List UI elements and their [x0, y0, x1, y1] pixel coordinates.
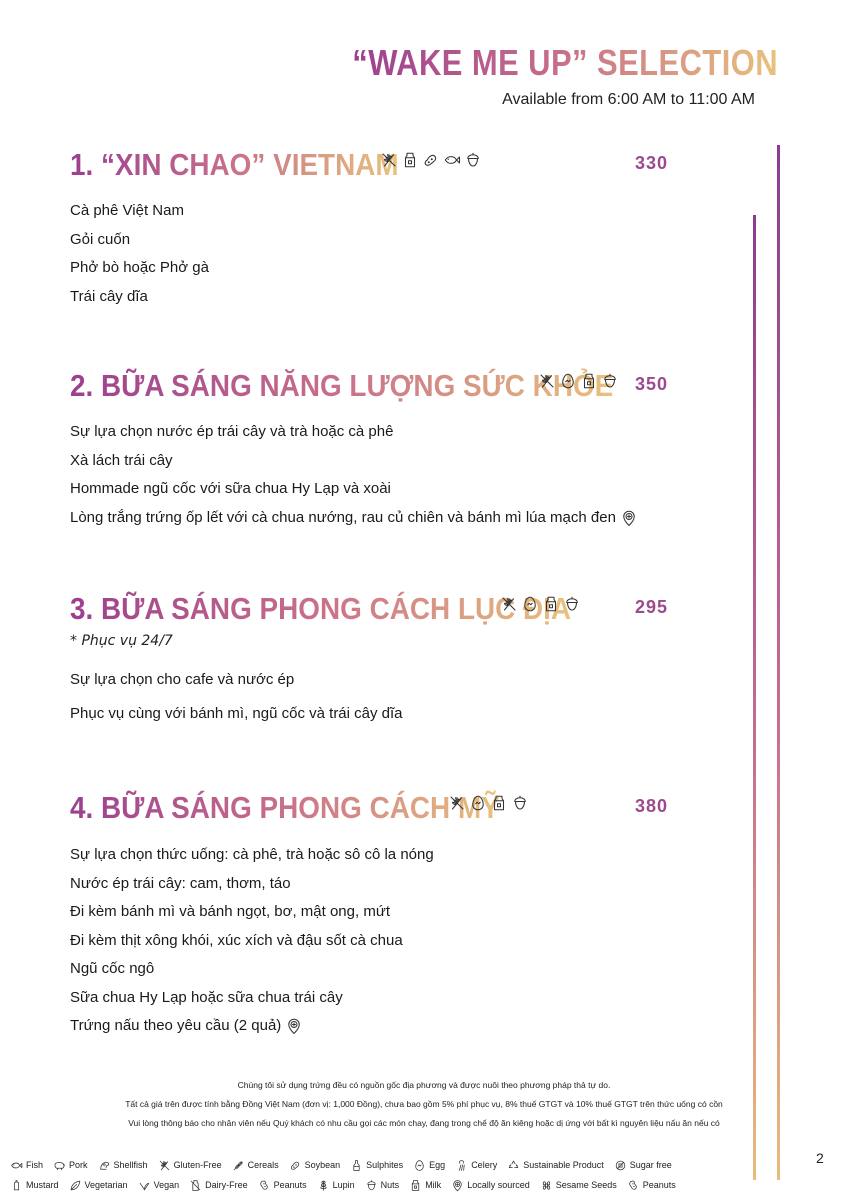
nuts-icon — [563, 595, 581, 613]
legend-item — [317, 1179, 355, 1192]
legend-label: Peanuts — [642, 1180, 676, 1190]
list-item: Gỏi cuốn — [70, 230, 131, 248]
legend-item — [540, 1179, 617, 1192]
gluten-free-icon — [158, 1159, 171, 1172]
legend-item — [451, 1179, 530, 1192]
soybean-icon — [422, 151, 440, 169]
legend-label: Milk — [425, 1180, 442, 1190]
section-title: 2. BỮA SÁNG NĂNG LƯỢNG SỨC KHỎE — [70, 368, 614, 403]
shellfish-icon — [98, 1159, 111, 1172]
legend-label: Nuts — [380, 1180, 400, 1190]
egg-icon — [521, 595, 539, 613]
list-item: Nước ép trái cây: cam, thơm, táo — [70, 874, 291, 892]
item-list — [70, 418, 690, 532]
list-item: Sự lựa chọn thức uống: cà phê, trà hoặc sô cô la nóng — [70, 846, 434, 863]
list-item: Trứng nấu theo yêu cầu (2 quả) — [70, 1012, 690, 1041]
list-item: Xà lách trái cây — [70, 451, 173, 469]
legend-item — [627, 1179, 676, 1192]
legend-row — [10, 1155, 760, 1175]
milk-icon — [401, 151, 419, 169]
nuts-icon — [464, 151, 482, 169]
milk-icon — [542, 595, 560, 613]
legend-item — [350, 1159, 403, 1172]
list-item: Lòng trắng trứng ốp lết với cà chua nướng, rau củ chiên và bánh mì lúa mạch đen — [70, 504, 690, 533]
soybean-icon — [289, 1159, 302, 1172]
sulphites-icon — [350, 1159, 363, 1172]
item-list — [70, 841, 690, 1041]
legend-item — [289, 1159, 341, 1172]
gluten-free-icon — [380, 151, 398, 169]
legend-item — [10, 1179, 59, 1192]
legend-item — [258, 1179, 307, 1192]
list-item: Trái cây dĩa — [70, 287, 148, 305]
page-number: 2 — [816, 1150, 824, 1166]
legend-label: Peanuts — [273, 1180, 307, 1190]
legend-label: Egg — [429, 1160, 446, 1170]
gluten-free-icon — [448, 794, 466, 812]
egg-icon — [413, 1159, 426, 1172]
allergen-legend — [10, 1155, 760, 1195]
milk-icon — [490, 794, 508, 812]
legend-item — [614, 1159, 672, 1172]
milk-icon — [409, 1179, 422, 1192]
legend-label: Sugar free — [629, 1160, 672, 1170]
legend-label: Vegan — [153, 1180, 180, 1190]
cereals-icon — [232, 1159, 245, 1172]
gluten-free-icon — [500, 595, 518, 613]
legend-item — [53, 1159, 88, 1172]
legend-label: Locally sourced — [467, 1180, 530, 1190]
footer-note: Vui lòng thông báo cho nhân viên nếu Quý khách có nhu cầu gọi các món chay, đang trong chế độ ăn kiêng hoặc dị ứng với bất kì nguyên liệu nấu ăn nếu có — [128, 1118, 720, 1128]
legend-label: Soybean — [304, 1160, 341, 1170]
legend-item — [189, 1179, 248, 1192]
allergen-icons — [538, 372, 619, 390]
legend-label: Fish — [26, 1160, 44, 1170]
legend-item — [69, 1179, 128, 1192]
allergen-icons — [448, 794, 529, 812]
section-price: 350 — [635, 374, 669, 394]
nuts-icon — [511, 794, 529, 812]
egg-icon — [559, 372, 577, 390]
locally-sourced-icon — [451, 1179, 464, 1192]
legend-label: Dairy-Free — [205, 1180, 248, 1190]
section-title: 4. BỮA SÁNG PHONG CÁCH MỸ — [70, 790, 500, 825]
locally-sourced-icon — [620, 509, 638, 527]
legend-item — [98, 1159, 148, 1172]
availability-hours: Available from 6:00 AM to 11:00 AM — [502, 91, 755, 108]
legend-item — [455, 1159, 497, 1172]
section-price: 295 — [635, 597, 669, 617]
fish-icon — [443, 151, 461, 169]
legend-item — [138, 1179, 180, 1192]
legend-label: Vegetarian — [84, 1180, 128, 1190]
legend-label: Gluten-Free — [173, 1160, 222, 1170]
dairy-free-icon — [189, 1179, 202, 1192]
menu-section-4 — [70, 790, 690, 1041]
section-price: 380 — [635, 796, 669, 816]
vegetarian-icon — [69, 1179, 82, 1192]
menu-section-3 — [70, 591, 690, 728]
list-item: Sự lựa chọn cho cafe và nước ép — [70, 671, 295, 688]
menu-section-1 — [70, 147, 690, 311]
footer-notes — [0, 1076, 848, 1133]
service-note: * Phục vụ 24/7 — [70, 633, 173, 649]
list-item: Sự lựa chọn nước ép trái cây và trà hoặc cà phê — [70, 423, 394, 440]
legend-label: Sesame Seeds — [555, 1180, 617, 1190]
legend-item — [409, 1179, 441, 1192]
list-item: Đi kèm bánh mì và bánh ngọt, bơ, mật ong, mứt — [70, 903, 391, 920]
peanuts-icon — [627, 1179, 640, 1192]
decorative-bar — [753, 215, 756, 1180]
footer-note: Tất cả giá trên được tính bằng Đồng Việt Nam (đơn vị: 1,000 Đồng), chưa bao gồm 5% phí phục vụ, 8% thuế GTGT và 10% thuế GTGT trên thức uống có cồn — [125, 1099, 723, 1109]
legend-item — [158, 1159, 222, 1172]
page-title: “WAKE ME UP” SELECTION — [352, 42, 778, 83]
celery-icon — [455, 1159, 468, 1172]
menu-section-2 — [70, 368, 690, 532]
pork-icon — [53, 1159, 66, 1172]
peanuts-icon — [258, 1179, 271, 1192]
legend-label: Shellfish — [113, 1160, 148, 1170]
sugar-free-icon — [614, 1159, 627, 1172]
legend-label: Pork — [69, 1160, 88, 1170]
legend-label: Mustard — [26, 1180, 59, 1190]
legend-label: Celery — [471, 1160, 498, 1170]
sustainable-icon — [507, 1159, 520, 1172]
fish-icon — [10, 1159, 23, 1172]
decorative-bar — [777, 145, 780, 1180]
legend-label: Sulphites — [366, 1160, 404, 1170]
list-item: Phở bò hoặc Phở gà — [70, 259, 209, 276]
list-item: Ngũ cốc ngô — [70, 960, 155, 977]
list-item: Đi kèm thịt xông khói, xúc xích và đậu sốt cà chua — [70, 931, 403, 949]
legend-item — [10, 1159, 43, 1172]
item-list — [70, 666, 690, 728]
legend-label: Lupin — [332, 1180, 355, 1190]
legend-item — [232, 1159, 279, 1172]
nuts-icon — [365, 1179, 378, 1192]
nuts-icon — [601, 372, 619, 390]
allergen-icons — [500, 595, 581, 613]
legend-item — [365, 1179, 400, 1192]
mustard-icon — [10, 1179, 23, 1192]
sesame-seeds-icon — [540, 1179, 553, 1192]
section-title: 1. “XIN CHAO” VIETNAM — [70, 147, 399, 182]
footer-note: Chúng tôi sử dụng trứng đều có nguồn gốc địa phương và được nuôi theo phương pháp thả tự do. — [237, 1080, 611, 1090]
list-item: Hommade ngũ cốc với sữa chua Hy Lạp và xoài — [70, 480, 391, 497]
legend-row — [10, 1175, 760, 1195]
locally-sourced-icon — [285, 1017, 303, 1035]
lupin-icon — [317, 1179, 330, 1192]
list-item: Sữa chua Hy Lạp hoặc sữa chua trái cây — [70, 988, 343, 1006]
milk-icon — [580, 372, 598, 390]
item-list — [70, 197, 690, 311]
section-title: 3. BỮA SÁNG PHONG CÁCH LỤC ĐỊA — [70, 591, 572, 626]
allergen-icons — [380, 151, 482, 169]
list-item: Cà phê Việt Nam — [70, 202, 184, 219]
legend-label: Sustainable Product — [523, 1160, 604, 1170]
section-price: 330 — [635, 153, 669, 173]
legend-label: Cereals — [247, 1160, 279, 1170]
legend-item — [413, 1159, 445, 1172]
egg-icon — [469, 794, 487, 812]
legend-item — [507, 1159, 604, 1172]
vegan-icon — [138, 1179, 151, 1192]
list-item: Phục vụ cùng với bánh mì, ngũ cốc và trái cây dĩa — [70, 704, 403, 722]
gluten-free-icon — [538, 372, 556, 390]
